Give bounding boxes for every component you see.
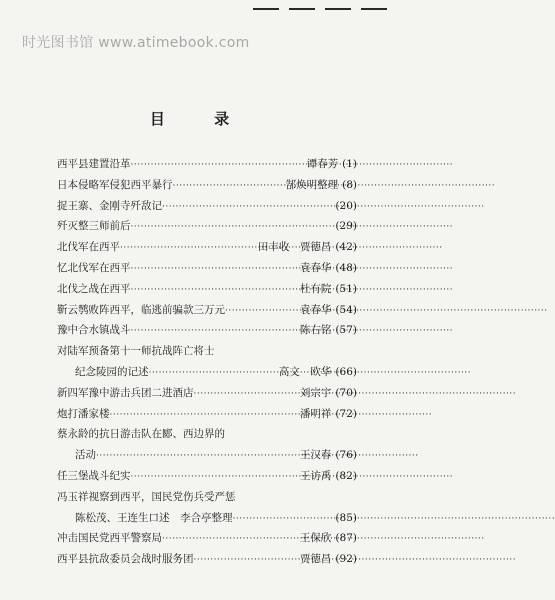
leader-dots: [96, 451, 298, 461]
toc-entry[interactable]: [57, 177, 357, 198]
leader-dots: [131, 285, 298, 295]
rule: [289, 8, 315, 10]
leader-dots: [225, 306, 298, 316]
toc-entry-page: ( 85 ): [331, 512, 357, 524]
toc-entry-author: 袁春华: [299, 261, 332, 274]
toc-entry-author: 杜有院: [299, 282, 332, 295]
rule: [361, 8, 387, 10]
toc-entry-author-line: 陈松茂、王连生口述 李合亭整理: [75, 511, 233, 524]
toc-entry-page: ( 92 ): [331, 553, 357, 565]
leader-dots: [194, 555, 298, 565]
toc-entry-page: ( 57 ): [331, 324, 357, 336]
toc-entry-title: 炮打潘家楼: [57, 407, 110, 420]
toc-entry-multiline[interactable]: [57, 426, 357, 468]
toc-entry-author: 贾德昌: [299, 553, 332, 566]
toc-entry-title-line1: 蔡永龄的抗日游击队在郾、西边界的: [57, 428, 225, 441]
toc-entry-page: ( 82 ): [331, 470, 357, 482]
toc-entry[interactable]: [57, 218, 357, 239]
toc-entry-page: ( 70 ): [331, 387, 357, 399]
toc-entry-title: 西平县抗敌委员会战时服务团: [57, 553, 194, 566]
toc-entry-page: ( 76 ): [331, 449, 357, 461]
toc-entry-page: ( 1 ): [338, 158, 357, 170]
toc-entry[interactable]: [57, 385, 357, 406]
toc-entry-title-line2: 活动: [75, 449, 96, 462]
toc-entry-title: 忆北伐军在西平: [57, 261, 131, 274]
toc-entry-title: 豫中合水镇战斗: [57, 324, 131, 337]
toc-entry-title: 日本侵略军侵犯西平暴行: [57, 178, 173, 191]
toc-entry-page: ( 51 ): [331, 283, 357, 295]
toc-entry-title: 新四军豫中游击兵团二进酒店: [57, 386, 194, 399]
leader-dots: [233, 514, 332, 524]
toc-entry-title: 靳云鹗败阵西平，临逃前骗款三万元: [57, 303, 225, 316]
leader-dots: [194, 389, 298, 399]
toc-entry-title-line1: 冯玉祥视察到西平，国民党伤兵受严惩: [57, 490, 236, 503]
toc-entry-title: 西平县建置沿革: [57, 158, 131, 170]
toc-entry-author: 袁春华: [299, 303, 332, 316]
toc-entry-title: 任三堡战斗纪实: [57, 469, 131, 482]
page-title: 目 录: [149, 110, 252, 128]
toc-entry-author: 高文 欧华: [278, 365, 332, 378]
toc-entry-author: 潘明祥: [299, 407, 332, 420]
toc-entry-multiline[interactable]: [57, 343, 357, 385]
toc-entry-page: ( 20 ): [331, 200, 357, 212]
leader-dots: [131, 160, 305, 170]
toc-entry[interactable]: [57, 406, 357, 427]
table-of-contents: [57, 156, 357, 572]
toc-entry-title: 北伐军在西平: [57, 241, 120, 254]
toc-entry[interactable]: [57, 468, 357, 489]
toc-entry[interactable]: [57, 260, 357, 281]
watermark: 时光图书馆 www.atimebook.com: [22, 35, 250, 51]
toc-entry-title: 冲击国民党西平警察局: [57, 532, 162, 545]
toc-entry-author: 谭春芳: [306, 158, 339, 170]
toc-entry-author: 郜焕明整理: [285, 178, 339, 191]
toc-entry-author: 刘宗宇: [299, 386, 332, 399]
leader-dots: [162, 534, 298, 544]
toc-entry-title-line2: 纪念陵园的记述: [75, 365, 149, 378]
leader-dots: [110, 410, 298, 420]
toc-entry[interactable]: [57, 530, 357, 551]
toc-entry-title: 捉王寨、金刚寺歼敌记: [57, 199, 162, 212]
toc-entry-author: 田丰收 贾德昌: [257, 241, 332, 254]
leader-dots: [149, 368, 277, 378]
header-rules: [253, 8, 387, 10]
leader-dots: [131, 264, 298, 274]
toc-entry-page: ( 54 ): [331, 304, 357, 316]
toc-entry[interactable]: [57, 302, 357, 323]
leader-dots: [120, 243, 256, 253]
toc-entry[interactable]: [57, 551, 357, 572]
leader-dots: [131, 326, 298, 336]
leader-dots: [131, 472, 298, 482]
toc-entry-author: 王保欣: [299, 532, 332, 545]
toc-entry-author: 王汉春: [299, 449, 332, 462]
leader-dots: [173, 181, 284, 191]
toc-entry-author: 王访禹: [299, 469, 332, 482]
toc-entry-page: ( 87 ): [331, 532, 357, 544]
toc-entry-page: ( 48 ): [331, 262, 357, 274]
toc-entry-title: 歼灭整三师前后: [57, 220, 131, 233]
toc-entry-multiline[interactable]: [57, 489, 357, 531]
toc-entry-page: ( 66 ): [331, 366, 357, 378]
toc-entry[interactable]: [57, 156, 357, 177]
toc-entry[interactable]: [57, 281, 357, 302]
toc-entry-page: ( 72 ): [331, 408, 357, 420]
toc-entry-page: ( 42 ): [331, 241, 357, 253]
rule: [253, 8, 279, 10]
leader-dots: [162, 202, 329, 212]
leader-dots: [131, 222, 330, 232]
toc-entry-author: 陈右铭: [299, 324, 332, 337]
toc-entry-title: 北伐之战在西平: [57, 282, 131, 295]
rule: [325, 8, 351, 10]
toc-entry[interactable]: [57, 198, 357, 219]
toc-entry[interactable]: [57, 239, 357, 260]
toc-entry-page: ( 8 ): [338, 179, 357, 191]
toc-entry-page: ( 29 ): [331, 220, 357, 232]
toc-entry-title-line1: 对陆军预备第十一师抗战阵亡将士: [57, 345, 215, 358]
toc-entry[interactable]: [57, 322, 357, 343]
